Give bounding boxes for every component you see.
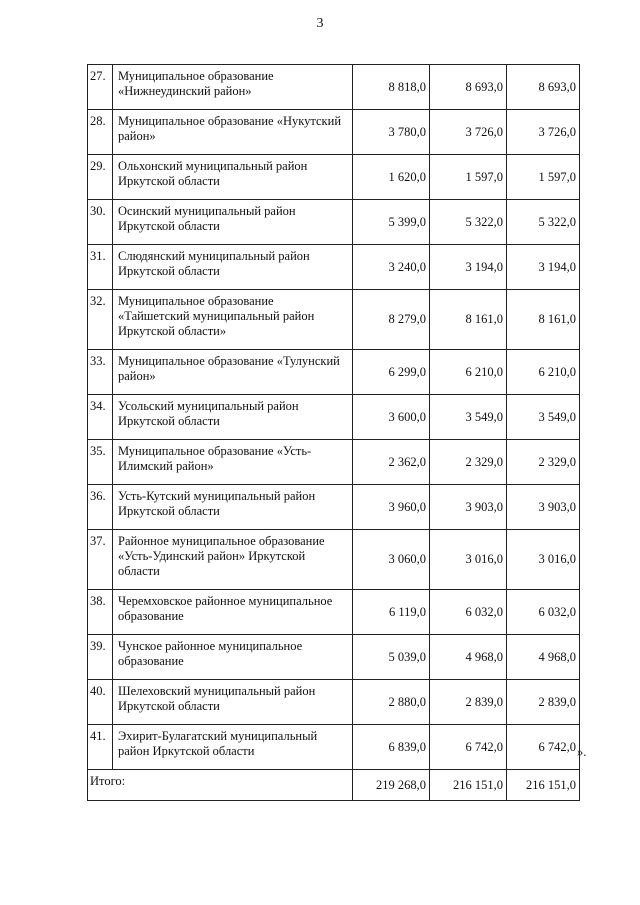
municipality-name: Муниципальное образование «Нижнеудинский район» xyxy=(113,65,353,110)
row-number: 34. xyxy=(88,395,113,440)
municipality-name: Черемховское районное муниципальное образование xyxy=(113,590,353,635)
value-col-1: 2 362,0 xyxy=(353,440,430,485)
row-number: 39. xyxy=(88,635,113,680)
value-col-3: 3 549,0 xyxy=(507,395,580,440)
value-col-2: 3 549,0 xyxy=(430,395,507,440)
value-col-1: 5 039,0 xyxy=(353,635,430,680)
value-col-1: 8 818,0 xyxy=(353,65,430,110)
value-col-2: 3 016,0 xyxy=(430,530,507,590)
value-col-2: 3 903,0 xyxy=(430,485,507,530)
municipality-name: Ольхонский муниципальный район Иркутской области xyxy=(113,155,353,200)
value-col-3: 8 693,0 xyxy=(507,65,580,110)
value-col-3: 3 016,0 xyxy=(507,530,580,590)
value-col-2: 2 329,0 xyxy=(430,440,507,485)
row-number: 35. xyxy=(88,440,113,485)
value-col-1: 6 119,0 xyxy=(353,590,430,635)
value-col-1: 3 060,0 xyxy=(353,530,430,590)
municipality-name: Муниципальное образование «Нукутский район» xyxy=(113,110,353,155)
value-col-1: 1 620,0 xyxy=(353,155,430,200)
row-number: 36. xyxy=(88,485,113,530)
row-number: 27. xyxy=(88,65,113,110)
value-col-2: 8 693,0 xyxy=(430,65,507,110)
value-col-1: 8 279,0 xyxy=(353,290,430,350)
total-label: Итого: xyxy=(88,770,353,801)
page-number: 3 xyxy=(316,16,324,31)
value-col-1: 3 600,0 xyxy=(353,395,430,440)
value-col-1: 3 780,0 xyxy=(353,110,430,155)
value-col-3: 3 903,0 xyxy=(507,485,580,530)
table-row xyxy=(88,155,580,200)
table-row xyxy=(88,530,580,590)
municipality-name: Районное муниципальное образование «Усть-Удинский район» Иркутской области xyxy=(113,530,353,590)
table-row xyxy=(88,350,580,395)
table-row xyxy=(88,680,580,725)
municipality-name: Муниципальное образование «Тайшетский муниципальный район Иркутской области» xyxy=(113,290,353,350)
value-col-3: 3 194,0 xyxy=(507,245,580,290)
table-row xyxy=(88,65,580,110)
value-col-3: 8 161,0 xyxy=(507,290,580,350)
row-number: 33. xyxy=(88,350,113,395)
row-number: 41. xyxy=(88,725,113,770)
value-col-2: 3 194,0 xyxy=(430,245,507,290)
row-number: 28. xyxy=(88,110,113,155)
value-col-3: 2 329,0 xyxy=(507,440,580,485)
value-col-1: 3 240,0 xyxy=(353,245,430,290)
value-col-2: 5 322,0 xyxy=(430,200,507,245)
row-number: 30. xyxy=(88,200,113,245)
table-row xyxy=(88,725,580,770)
table-row xyxy=(88,290,580,350)
row-number: 29. xyxy=(88,155,113,200)
value-col-2: 8 161,0 xyxy=(430,290,507,350)
row-number: 37. xyxy=(88,530,113,590)
table-row xyxy=(88,110,580,155)
value-col-3: 6 032,0 xyxy=(507,590,580,635)
value-col-3: 5 322,0 xyxy=(507,200,580,245)
municipality-name: Усть-Кутский муниципальный район Иркутской области xyxy=(113,485,353,530)
row-number: 32. xyxy=(88,290,113,350)
table-row xyxy=(88,590,580,635)
total-value-col-1: 219 268,0 xyxy=(353,770,430,801)
value-col-3: 3 726,0 xyxy=(507,110,580,155)
municipality-name: Эхирит-Булагатский муниципальный район Иркутской области xyxy=(113,725,353,770)
value-col-2: 6 032,0 xyxy=(430,590,507,635)
value-col-1: 6 839,0 xyxy=(353,725,430,770)
municipality-name: Усольский муниципальный район Иркутской области xyxy=(113,395,353,440)
value-col-2: 6 210,0 xyxy=(430,350,507,395)
row-number: 40. xyxy=(88,680,113,725)
value-col-3: 6 210,0 xyxy=(507,350,580,395)
total-row xyxy=(88,770,580,801)
table-row xyxy=(88,440,580,485)
value-col-3: 4 968,0 xyxy=(507,635,580,680)
municipality-name: Осинский муниципальный район Иркутской области xyxy=(113,200,353,245)
municipality-name: Муниципальное образование «Усть-Илимский район» xyxy=(113,440,353,485)
table-row xyxy=(88,485,580,530)
table-row xyxy=(88,395,580,440)
budget-table xyxy=(87,64,580,801)
municipality-name: Шелеховский муниципальный район Иркутской области xyxy=(113,680,353,725)
value-col-1: 6 299,0 xyxy=(353,350,430,395)
value-col-2: 4 968,0 xyxy=(430,635,507,680)
value-col-1: 5 399,0 xyxy=(353,200,430,245)
municipality-name: Слюдянский муниципальный район Иркутской области xyxy=(113,245,353,290)
value-col-3: 6 742,0 xyxy=(507,725,580,770)
value-col-2: 3 726,0 xyxy=(430,110,507,155)
value-col-3: 1 597,0 xyxy=(507,155,580,200)
total-value-col-2: 216 151,0 xyxy=(430,770,507,801)
table-row xyxy=(88,245,580,290)
value-col-3: 2 839,0 xyxy=(507,680,580,725)
table-row xyxy=(88,200,580,245)
total-value-col-3: 216 151,0 xyxy=(507,770,580,801)
municipality-name: Муниципальное образование «Тулунский район» xyxy=(113,350,353,395)
row-number: 38. xyxy=(88,590,113,635)
municipality-name: Чунское районное муниципальное образование xyxy=(113,635,353,680)
table-row xyxy=(88,635,580,680)
value-col-1: 3 960,0 xyxy=(353,485,430,530)
value-col-2: 6 742,0 xyxy=(430,725,507,770)
row-number: 31. xyxy=(88,245,113,290)
value-col-1: 2 880,0 xyxy=(353,680,430,725)
value-col-2: 1 597,0 xyxy=(430,155,507,200)
closing-quote-mark: ». xyxy=(577,745,587,759)
value-col-2: 2 839,0 xyxy=(430,680,507,725)
